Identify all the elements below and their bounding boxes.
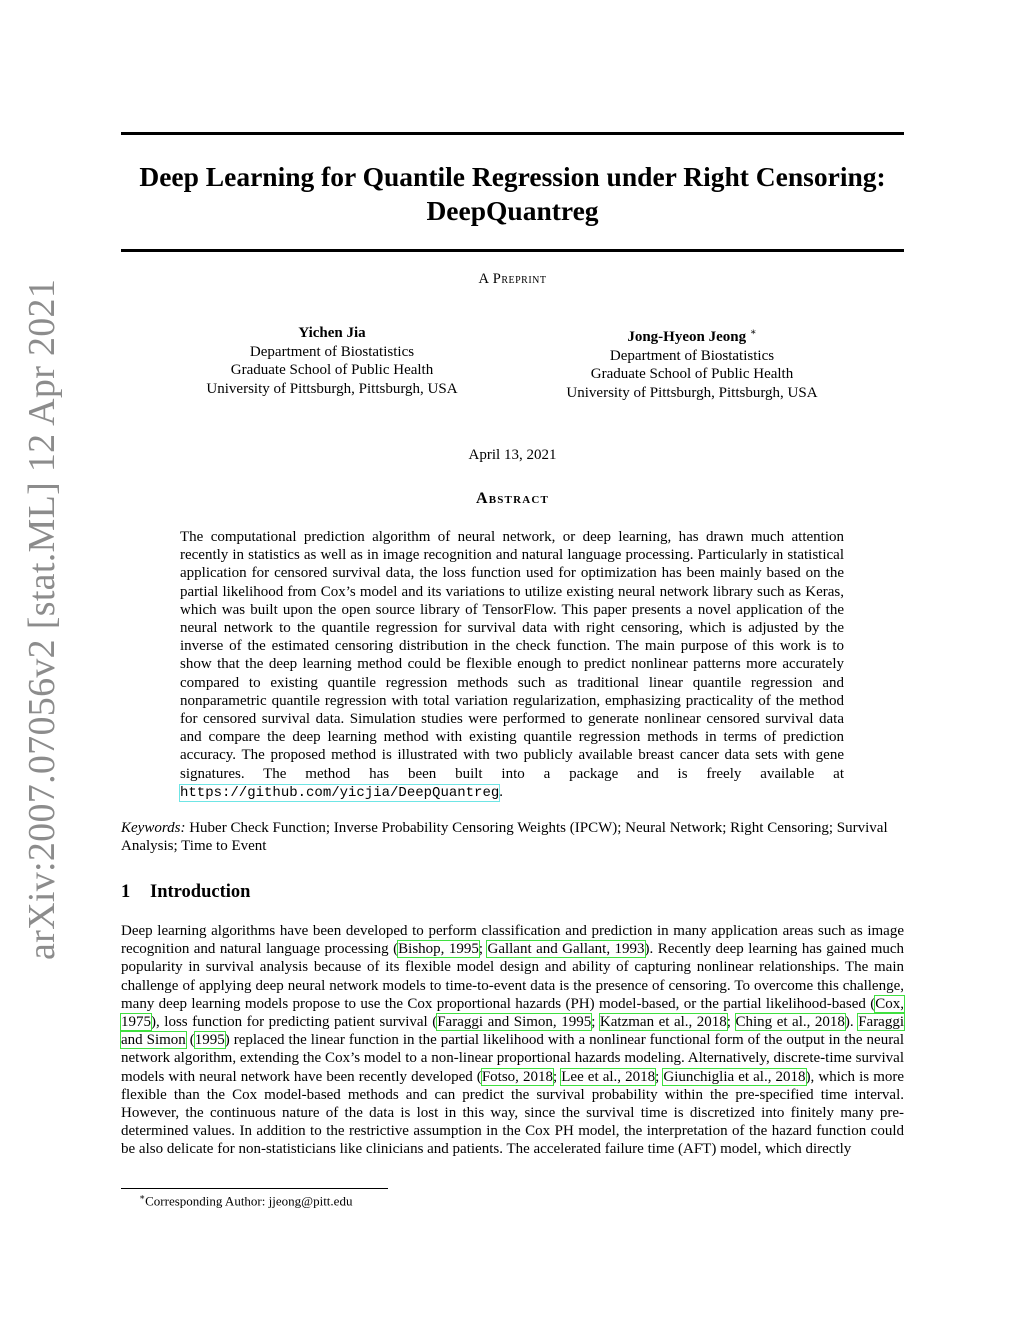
citation-link[interactable]: Katzman et al., 2018 [599, 1014, 727, 1031]
citation-link[interactable]: Fotso, 2018 [481, 1068, 553, 1085]
github-link[interactable]: https://github.com/yicjia/DeepQuantreg [180, 784, 500, 801]
author-department: Department of Biostatistics [609, 347, 775, 364]
abstract-end: . [499, 783, 504, 800]
citation-link[interactable]: 1995 [194, 1032, 225, 1049]
paper-date: April 13, 2021 [468, 447, 557, 463]
introduction-paragraph [121, 922, 904, 1159]
intro-text: ; [553, 1068, 562, 1085]
footnote-text: Corresponding Author: jjeong@pitt.edu [145, 1193, 353, 1209]
intro-text: ; [655, 1068, 664, 1085]
intro-text: Deep learning algorithms have been developed to perform classification and prediction in many application areas such as image recognition and natural language processing ( [121, 923, 904, 958]
paper-title-line-2: DeepQuantreg [426, 195, 599, 226]
section-heading-introduction [121, 882, 250, 903]
footnote-rule [121, 1188, 388, 1189]
author-block-2 [522, 324, 862, 402]
author-school: Graduate School of Public Health [590, 366, 794, 382]
citation-link[interactable]: Faraggi and Simon [121, 1014, 905, 1049]
corresponding-marker: ∗ [749, 327, 757, 338]
abstract-heading: Abstract [475, 490, 550, 507]
citation-link[interactable]: Bishop, 1995 [398, 941, 479, 958]
author-university: University of Pittsburgh, Pittsburgh, USA [566, 384, 818, 401]
keywords-text: Huber Check Function; Inverse Probability Censoring Weights (IPCW); Neural Network; Right Censoring; Survival Analysis; Time to Event [121, 820, 888, 855]
intro-text: ) replaced the linear function in the partial likelihood with a nonlinear functional form of the output in the neural network algorithm, extending the Cox’s model to a non-linear proportional hazards modeling. Alternatively, discrete-time survival models with neural network have been recently developed ( [121, 1032, 905, 1085]
section-number: 1 [121, 882, 131, 902]
paper-title [121, 160, 904, 228]
intro-text: ; [478, 941, 488, 958]
author-department: Department of Biostatistics [249, 343, 415, 360]
keywords-label: Keywords: [121, 820, 186, 836]
footnote-marker: ∗ [139, 1192, 146, 1202]
citation-link[interactable]: Faraggi and Simon, 1995 [437, 1014, 592, 1031]
intro-text: ; [591, 1014, 600, 1031]
citation-link[interactable]: Lee et al., 2018 [561, 1068, 656, 1085]
intro-text: ), which is more flexible than the Cox model-based methods and can predict the survival probability within the pre-specified time interval. However, the continuous nature of the data is lost in this way, since the survival time is discretized into finitely many pre-determined values. In addition to the restrictive assumption in the Cox PH model, the interpretation of the hazard function could be also delicate for non-statisticians like clinicians and patients. The accelerated failure time (AFT) model, which directly [121, 1068, 905, 1158]
section-title: Introduction [150, 882, 251, 902]
author-name: Yichen Jia [298, 325, 366, 341]
title-bottom-rule [121, 249, 904, 252]
abstract-text: The computational prediction algorithm of neural network, or deep learning, has drawn much attention recently in statistics as well as in image recognition and natural language processing. Particularly in statistical application for censored survival data, the loss function used for optimization has been mainly based on the partial likelihood from Cox’s model and its variations to utilize existing neural network library such as Keras, which was built upon the open source library of TensorFlow. This paper presents a novel application of the neural network to the quantile regression for survival data with right censoring, which is adjusted by the inverse of the estimated censoring distribution in the check function. The main purpose of this work is to show that the deep learning method could be flexible enough to predict nonlinear patterns more accurately compared to existing quantile regression methods such as traditional linear quantile regression and nonparametric quantile regression with total variation regularization, emphasizing practicality of the method for censored survival data. Simulation studies were performed to generate nonlinear censored survival data and compare the deep learning method with existing quantile regression methods in terms of prediction accuracy. The proposed method is illustrated with two publicly available breast cancer data sets with gene signatures. The method has been built into a package and is freely available at [180, 529, 844, 782]
author-block-1 [162, 324, 502, 398]
footnote [139, 1192, 352, 1209]
title-top-rule [121, 132, 904, 135]
intro-text: ). Recently deep learning has gained much popularity in survival analysis because of its flexible model design and ability of capturing nonlinear relationships. The main challenge of applying deep neural network models to time-to-event data is the presence of censoring. To overcome this challenge, many deep learning models propose to use the Cox proportional hazards (PH) model-based, or the partial likelihood-based ( [121, 941, 905, 1012]
citation-link[interactable]: Gallant and Gallant, 1993 [487, 941, 645, 958]
author-university: University of Pittsburgh, Pittsburgh, USA [206, 380, 458, 397]
keywords [121, 819, 904, 855]
author-school: Graduate School of Public Health [230, 362, 434, 378]
author-name: Jong-Hyeon Jeong ∗ [627, 327, 757, 345]
abstract-body [180, 528, 844, 802]
intro-text: ), loss function for predicting patient survival ( [151, 1014, 438, 1031]
paper-title-line-1: Deep Learning for Quantile Regression under Right Censoring: [139, 161, 886, 192]
preprint-label: A Preprint [478, 271, 547, 287]
citation-link[interactable]: Giunchiglia et al., 2018 [663, 1068, 806, 1085]
intro-text: ( [185, 1032, 195, 1049]
arxiv-side-stamp: arXiv:2007.07056v2 [stat.ML] 12 Apr 2021 [21, 278, 63, 960]
citation-link[interactable]: Ching et al., 2018 [735, 1014, 845, 1031]
intro-text: ). [844, 1014, 859, 1031]
intro-text: ; [726, 1014, 736, 1031]
citation-link[interactable]: Cox, 1975 [121, 995, 904, 1031]
